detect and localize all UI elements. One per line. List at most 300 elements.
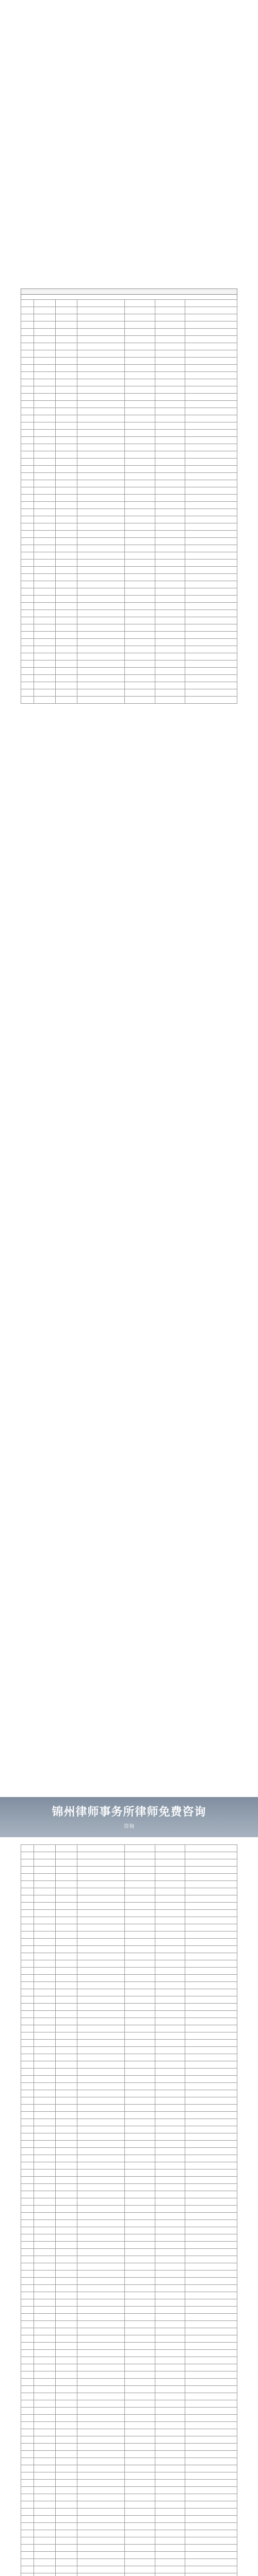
table-cell — [125, 473, 155, 480]
table-cell — [185, 2465, 237, 2472]
table-cell — [34, 668, 56, 675]
table-cell — [56, 2314, 77, 2321]
table-cell — [155, 697, 185, 704]
table-cell — [21, 372, 34, 379]
table-cell — [77, 2393, 124, 2400]
table-cell — [155, 1859, 185, 1867]
table-cell — [77, 2148, 124, 2155]
table-cell — [34, 1996, 56, 2004]
table-cell — [21, 459, 34, 466]
table-cell — [125, 459, 155, 466]
table-row — [21, 624, 237, 632]
table-cell — [185, 1903, 237, 1910]
table-cell — [77, 2256, 124, 2263]
table-row — [21, 2213, 237, 2220]
table-cell — [185, 321, 237, 329]
table-cell — [77, 2364, 124, 2371]
table-cell — [21, 2379, 34, 2386]
table-cell — [21, 2069, 34, 2076]
table-cell — [125, 1939, 155, 1946]
table-cell — [125, 329, 155, 336]
table-cell — [56, 689, 77, 697]
table-cell — [77, 682, 124, 689]
table-cell — [77, 2350, 124, 2357]
table-cell — [125, 2523, 155, 2530]
table-cell — [125, 2487, 155, 2494]
table-cell — [56, 2032, 77, 2040]
table-row — [21, 581, 237, 588]
table-cell — [185, 1895, 237, 1903]
table-row — [21, 2061, 237, 2069]
table-row — [21, 372, 237, 379]
table-cell — [185, 1982, 237, 1989]
table-row — [21, 1953, 237, 1960]
table-cell — [125, 444, 155, 451]
table-cell — [21, 343, 34, 350]
table-cell — [56, 567, 77, 574]
table-cell — [185, 689, 237, 697]
table-cell — [77, 459, 124, 466]
table-cell — [21, 2408, 34, 2415]
table-cell — [56, 2436, 77, 2444]
table-cell — [185, 2177, 237, 2184]
table-cell — [34, 502, 56, 509]
table-cell — [21, 2552, 34, 2559]
table-cell — [34, 2379, 56, 2386]
table-cell — [77, 1968, 124, 1975]
table-cell — [185, 2119, 237, 2126]
table-cell — [185, 466, 237, 473]
table-cell — [21, 408, 34, 415]
table-cell — [125, 1910, 155, 1917]
table-cell — [155, 2292, 185, 2299]
table-row — [21, 2206, 237, 2213]
table-cell — [77, 386, 124, 394]
table-cell — [185, 2184, 237, 2191]
table-cell — [125, 2436, 155, 2444]
table-cell — [34, 1867, 56, 1874]
table-cell — [21, 675, 34, 682]
table-row — [21, 2018, 237, 2025]
table-cell — [21, 2400, 34, 2408]
table-row — [21, 394, 237, 401]
table-row — [21, 2278, 237, 2285]
table-cell — [56, 2213, 77, 2220]
table-cell — [125, 2155, 155, 2162]
table-cell — [155, 2335, 185, 2343]
table-cell — [155, 2170, 185, 2177]
table-cell — [185, 365, 237, 372]
table-cell — [77, 437, 124, 444]
table-cell — [155, 2177, 185, 2184]
table-cell — [34, 2097, 56, 2105]
table-row — [21, 2054, 237, 2061]
table-cell — [21, 1881, 34, 1888]
table-cell — [34, 2307, 56, 2314]
table-row — [21, 1917, 237, 1924]
table-cell — [56, 1859, 77, 1867]
table-cell — [77, 2177, 124, 2184]
table-cell — [155, 1946, 185, 1953]
table-cell — [155, 2472, 185, 2480]
table-cell — [155, 2032, 185, 2040]
table-cell — [34, 1881, 56, 1888]
table-cell — [185, 1852, 237, 1859]
table-cell — [77, 379, 124, 386]
table-cell — [21, 437, 34, 444]
table-cell — [185, 2032, 237, 2040]
table-cell — [185, 2487, 237, 2494]
table-cell — [125, 480, 155, 487]
table-cell — [125, 2415, 155, 2422]
table-cell — [185, 2552, 237, 2559]
table-cell — [185, 1874, 237, 1881]
table-cell — [21, 639, 34, 646]
table-cell — [21, 358, 34, 365]
table-cell — [21, 2256, 34, 2263]
table-cell — [21, 2148, 34, 2155]
table-cell — [125, 2314, 155, 2321]
table-cell — [155, 1881, 185, 1888]
table-cell — [21, 2458, 34, 2465]
table-cell — [34, 2350, 56, 2357]
table-cell — [56, 581, 77, 588]
table-cell — [21, 1953, 34, 1960]
table-cell — [34, 509, 56, 516]
table-cell — [56, 451, 77, 459]
table-cell — [56, 487, 77, 495]
table-row — [21, 336, 237, 343]
table-cell — [34, 2343, 56, 2350]
table-cell — [21, 531, 34, 538]
table-cell — [77, 408, 124, 415]
table-cell — [56, 2321, 77, 2328]
table-cell — [21, 2213, 34, 2220]
table-cell — [185, 408, 237, 415]
table-cell — [77, 2242, 124, 2249]
table-cell — [155, 2516, 185, 2523]
table-cell — [21, 480, 34, 487]
table-cell — [21, 394, 34, 401]
doc-subtitle — [11, 47, 247, 54]
table-cell — [34, 624, 56, 632]
table-cell — [56, 2545, 77, 2552]
table-cell — [77, 2162, 124, 2170]
table-cell — [77, 2328, 124, 2335]
table-cell — [21, 2480, 34, 2487]
table-cell — [185, 459, 237, 466]
table-cell — [185, 415, 237, 422]
table-cell — [56, 2494, 77, 2501]
table-cell — [155, 2545, 185, 2552]
table-cell — [56, 2263, 77, 2270]
table-cell — [56, 430, 77, 437]
table-cell — [185, 2278, 237, 2285]
table-cell — [125, 2386, 155, 2393]
table-cell — [34, 300, 56, 307]
table-cell — [185, 2573, 237, 2576]
table-cell — [34, 2494, 56, 2501]
table-row — [21, 2537, 237, 2545]
table-cell — [21, 1989, 34, 1996]
table-cell — [155, 365, 185, 372]
table-cell — [34, 2112, 56, 2119]
table-cell — [125, 2480, 155, 2487]
table-cell — [185, 682, 237, 689]
table-row — [21, 538, 237, 545]
table-cell — [77, 516, 124, 523]
table-cell — [155, 2141, 185, 2148]
table-cell — [185, 343, 237, 350]
table-cell — [21, 2444, 34, 2451]
table-row — [21, 466, 237, 473]
table-row — [21, 1989, 237, 1996]
table-row — [21, 1903, 237, 1910]
table-cell — [125, 408, 155, 415]
table-cell — [77, 632, 124, 639]
table-cell — [185, 350, 237, 358]
table-cell — [21, 617, 34, 624]
table-cell — [125, 2328, 155, 2335]
table-row — [21, 1946, 237, 1953]
table-cell — [155, 1910, 185, 1917]
table-cell — [34, 480, 56, 487]
table-cell — [34, 646, 56, 653]
table-cell — [34, 697, 56, 704]
table-cell — [34, 2501, 56, 2509]
table-cell — [125, 1946, 155, 1953]
table-cell — [125, 2444, 155, 2451]
table-cell — [155, 300, 185, 307]
table-cell — [155, 2299, 185, 2307]
table-cell — [34, 2047, 56, 2054]
table-cell — [77, 509, 124, 516]
table-cell — [21, 2270, 34, 2278]
table-cell — [155, 2234, 185, 2242]
table-cell — [125, 2292, 155, 2299]
table-cell — [77, 2263, 124, 2270]
table-row — [21, 2509, 237, 2516]
table-cell — [185, 2386, 237, 2393]
table-cell — [77, 2566, 124, 2573]
table-cell — [56, 2249, 77, 2256]
table-cell — [185, 487, 237, 495]
table-cell — [185, 538, 237, 545]
table-row — [21, 1910, 237, 1917]
table-cell — [34, 2285, 56, 2292]
table-row — [21, 560, 237, 567]
table-row — [21, 2328, 237, 2335]
table-cell — [77, 1867, 124, 1874]
table-cell — [21, 2328, 34, 2335]
table-cell — [125, 502, 155, 509]
table-row — [21, 2552, 237, 2559]
table-cell — [185, 697, 237, 704]
table-row — [21, 2184, 237, 2191]
table-cell — [125, 2573, 155, 2576]
table-cell — [155, 2501, 185, 2509]
table-cell — [155, 596, 185, 603]
table-cell — [21, 2004, 34, 2011]
table-cell — [155, 2379, 185, 2386]
table-cell — [77, 372, 124, 379]
table-cell — [21, 2191, 34, 2198]
table-cell — [155, 1924, 185, 1931]
table-cell — [77, 343, 124, 350]
table-cell — [21, 2314, 34, 2321]
table-cell — [34, 459, 56, 466]
table-cell — [185, 610, 237, 617]
table-cell — [34, 2155, 56, 2162]
table-cell — [77, 531, 124, 538]
table-cell — [185, 2335, 237, 2343]
table-cell — [56, 1881, 77, 1888]
table-row — [21, 2242, 237, 2249]
table-cell — [21, 2393, 34, 2400]
table-cell — [155, 2004, 185, 2011]
table-cell — [125, 495, 155, 502]
table-cell — [155, 653, 185, 660]
table-cell — [34, 1874, 56, 1881]
table-cell — [34, 2256, 56, 2263]
table-cell — [125, 401, 155, 408]
table-cell — [155, 459, 185, 466]
table-row — [21, 2177, 237, 2184]
table-cell — [56, 1968, 77, 1975]
table-row — [21, 2444, 237, 2451]
table-row — [21, 610, 237, 617]
table-cell — [21, 538, 34, 545]
table-cell — [155, 2429, 185, 2436]
table-cell — [155, 2314, 185, 2321]
table-cell — [125, 2069, 155, 2076]
table-cell — [185, 2148, 237, 2155]
table-cell — [125, 545, 155, 552]
table-cell — [77, 2523, 124, 2530]
table-cell — [77, 2054, 124, 2061]
table-row — [21, 2256, 237, 2263]
table-cell — [185, 660, 237, 668]
table-cell — [125, 437, 155, 444]
table-cell — [155, 2343, 185, 2350]
table-cell — [155, 2148, 185, 2155]
table-cell — [34, 617, 56, 624]
table-cell — [77, 1953, 124, 1960]
table-row — [21, 2379, 237, 2386]
table-cell — [125, 2472, 155, 2480]
table-cell — [185, 2371, 237, 2379]
table-cell — [34, 2393, 56, 2400]
table-cell — [125, 668, 155, 675]
table-cell — [34, 1982, 56, 1989]
table-cell — [155, 610, 185, 617]
table-cell — [56, 2278, 77, 2285]
table-cell — [21, 1939, 34, 1946]
table-cell — [77, 2552, 124, 2559]
table-cell — [125, 350, 155, 358]
table-cell — [34, 343, 56, 350]
table-cell — [155, 2278, 185, 2285]
table-cell — [185, 2458, 237, 2465]
table-cell — [155, 2422, 185, 2429]
table-cell — [125, 646, 155, 653]
table-cell — [155, 2408, 185, 2415]
table-cell — [56, 2076, 77, 2083]
table-cell — [125, 321, 155, 329]
table-cell — [77, 495, 124, 502]
table-cell — [155, 2040, 185, 2047]
table-cell — [21, 1982, 34, 1989]
table-cell — [34, 2206, 56, 2213]
table-cell — [34, 2400, 56, 2408]
table-row — [21, 2119, 237, 2126]
table-cell — [77, 2487, 124, 2494]
table-cell — [34, 639, 56, 646]
table-cell — [21, 2263, 34, 2270]
table-cell — [125, 2559, 155, 2566]
table-row — [21, 379, 237, 386]
table-cell — [34, 350, 56, 358]
table-cell — [56, 697, 77, 704]
table-cell — [125, 2097, 155, 2105]
table-cell — [56, 1960, 77, 1968]
table-cell — [77, 2141, 124, 2148]
table-cell — [77, 358, 124, 365]
table-cell — [34, 660, 56, 668]
table-cell — [125, 2061, 155, 2069]
table-row — [21, 689, 237, 697]
table-cell — [155, 321, 185, 329]
table-cell — [56, 2018, 77, 2025]
table-cell — [77, 2083, 124, 2090]
table-cell — [125, 2018, 155, 2025]
table-cell — [34, 682, 56, 689]
table-cell — [34, 1852, 56, 1859]
table-cell — [77, 2112, 124, 2119]
table-cell — [21, 560, 34, 567]
table-cell — [77, 2047, 124, 2054]
table-row — [21, 2573, 237, 2576]
table-cell — [77, 689, 124, 697]
table-cell — [77, 2018, 124, 2025]
table-cell — [125, 2112, 155, 2119]
table-cell — [34, 552, 56, 560]
table-cell — [77, 2299, 124, 2307]
table-cell — [155, 2487, 185, 2494]
table-cell — [185, 2516, 237, 2523]
table-cell — [34, 2076, 56, 2083]
table-cell — [21, 2170, 34, 2177]
table-cell — [185, 2263, 237, 2270]
table-cell — [56, 314, 77, 321]
table-cell — [77, 552, 124, 560]
table-cell — [77, 2408, 124, 2415]
table-cell — [34, 415, 56, 422]
roster-grid — [21, 1844, 237, 2576]
table-row — [21, 473, 237, 480]
table-cell — [125, 1895, 155, 1903]
table-cell — [77, 2545, 124, 2552]
table-cell — [125, 307, 155, 314]
table-cell — [125, 2234, 155, 2242]
table-cell — [77, 2509, 124, 2516]
table-row — [21, 1924, 237, 1931]
table-cell — [155, 444, 185, 451]
table-cell — [56, 329, 77, 336]
table-row — [21, 1852, 237, 1859]
table-row — [21, 1975, 237, 1982]
table-row — [21, 2220, 237, 2227]
